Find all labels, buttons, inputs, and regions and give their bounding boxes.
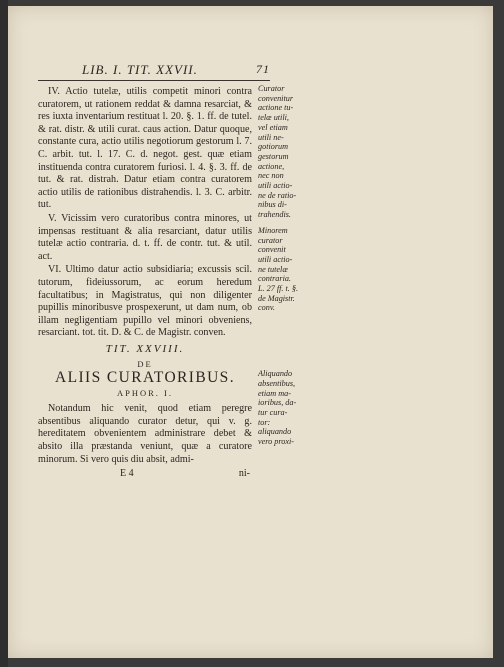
page-footer xyxy=(38,468,252,482)
paragraph-iv: IV. Actio tutelæ, utilis competit minori contra curatorem, ut rationem reddat & damna resarciat, & res iuxta inventarium restituat l. 20. §. 1. ff. de tutel. & rat. distr. & utili curat. caus action. Datur quoque, constante cura, actio utilis negotiorum gestorum l. 7. C. arbit. tut. l. 17. C. d. negot. gest. quæ etiam instituenda contra curatorem furiosi. l. 4. §. 3. ff. de tut. & rat. distrah. Datur etiam contra curatorem actio utilis de rationibus distrahendis. l. 3. C. arbitr. tut. xyxy=(38,86,252,211)
margin-note-absentibus: Aliquando absentibus, etiam ma- ioribus, da- tur cura- tor: aliquando vero proxi- xyxy=(258,369,297,447)
signature-mark: E 4 xyxy=(120,468,134,480)
running-head xyxy=(38,62,270,81)
catchword: ni- xyxy=(238,468,250,480)
scan-edge xyxy=(0,0,8,667)
margin-note-curator: Curator convenitur actione tu- telæ utili, vel etiam utili ne- gotiorum gestorum actione, nec non utili actio- ne de ratio- nibus di- trahendis. xyxy=(258,84,297,220)
page-number: 71 xyxy=(256,62,270,76)
paragraph-v: V. Vicissim vero curatoribus contra minores, ut impensas restituant & alia resarciant, datur utilis tutelæ actio contraria. d. t. ff. de contr. tut. & util. act. xyxy=(38,212,252,262)
margin-notes xyxy=(258,84,302,447)
title-number: TIT. XXVIII. xyxy=(105,342,185,355)
running-title: LIB. I. TIT. XXVII. xyxy=(82,62,198,77)
paragraph-aphor-1: Notandum hic venit, quod etiam peregre absentibus aliquando curator detur, qui v. g. hereditatem obvenientem administrare debet & absito illa præstanda veniunt, quæ a curatore minorum. Si vero quis diu absit, admi- xyxy=(38,403,252,465)
paragraph-vi: VI. Ultimo datur actio subsidiaria; excussis scil. tutorum, fideiussorum, ac eorum heredum facultatibus; in Magistratus, qui non diligenter pupillis minoribusve prospexerunt, ut dam num, ob illam negligentiam pupillo vel minori obveniens, resarciant. tot. tit. D. & C. de Magistr. conven. xyxy=(38,264,252,339)
aphorism-number: APHOR. I. xyxy=(116,387,174,398)
margin-note-minorem: Minorem curator convenit utili actio- ne tutelæ contraria. L. 27 ff. t. §. de Magistr. conv. xyxy=(258,225,299,313)
title-text: ALIIS CURATORIBUS. xyxy=(55,369,235,387)
main-text-column xyxy=(38,86,252,482)
title-de: DE xyxy=(137,359,153,370)
section-heading xyxy=(38,343,252,399)
